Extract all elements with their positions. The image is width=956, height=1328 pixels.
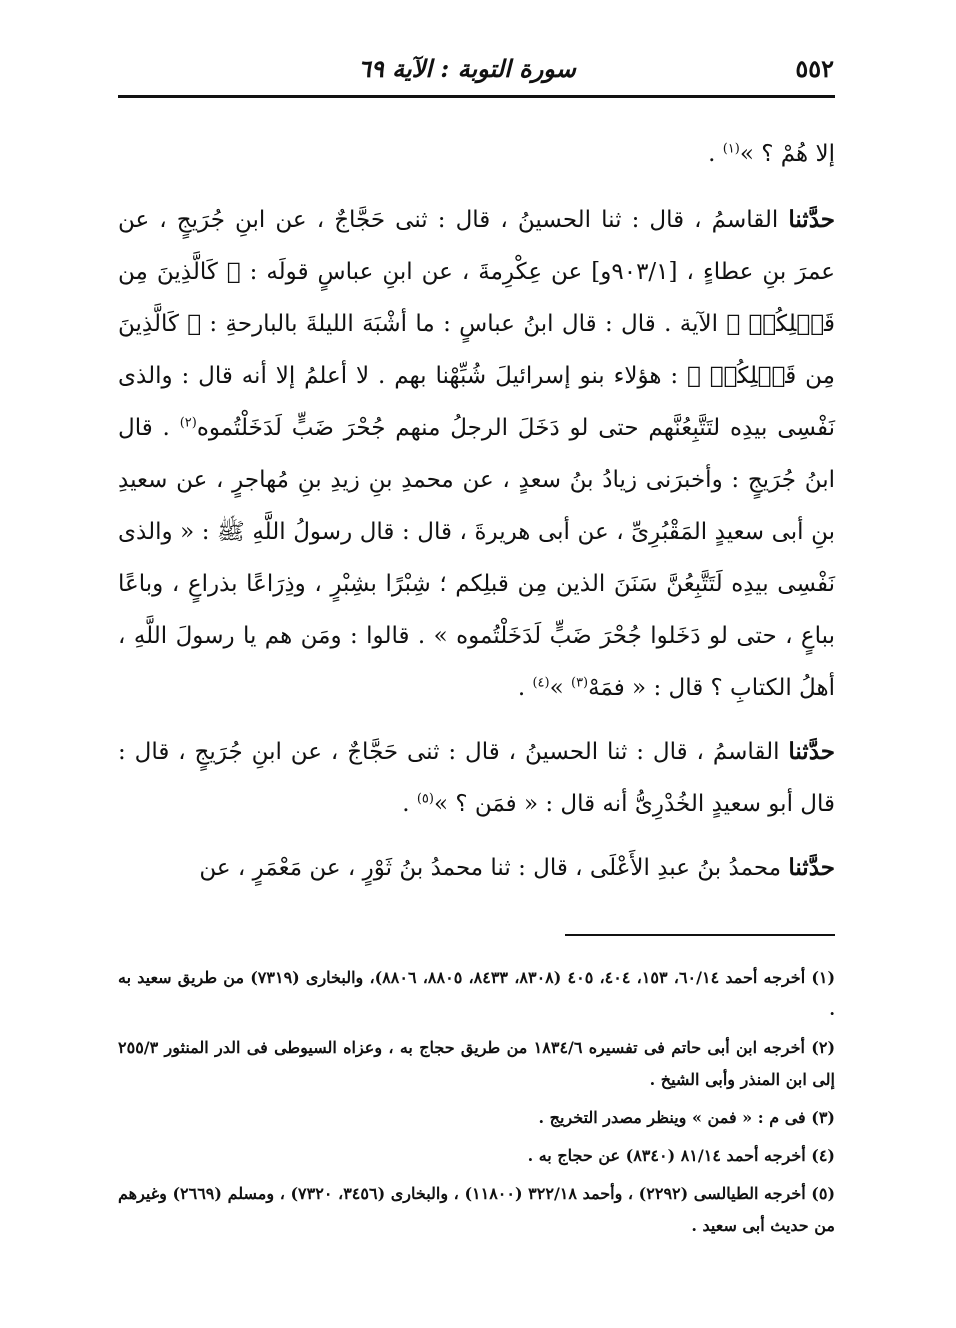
paragraph-continuation [118, 128, 835, 180]
footnote-ref-4[interactable]: (٤) [532, 675, 550, 691]
footnote-3: (٣) فى م : « فمن » وينظر مصدر التخريج . [538, 1108, 835, 1127]
footnote-ref-1[interactable]: (١) [722, 141, 740, 157]
text-run: القاسمُ ، قال : ثنا الحسينُ ، قال : ثنى حَجَّاجٌ ، عن ابنِ جُرَيجٍ ، عن عمرَ بنِ عطاءٍ ، [٩٠٣/١و] عن عِكْرِمةَ ، عن ابنِ عباسٍ قولَه : ﴿ كَالَّذِينَ مِن قَبۡلِكُمۡ ﴾ الآية . قال : قال ابنُ عباسٍ : ما أشْبَهَ الليلةَ بالبارحةِ : ﴿ كَالَّذِينَ مِن قَبۡلِكُمۡ ﴾ : هؤلاء بنو إسرائيلَ شُبِّهْنا بهم . لا أعلمُ إلا أنه قال : والذى نَفْسِى بيدِه لتَتَّبِعُنَّهم حتى لو دَخَلَ الرجلُ منهم جُحْرَ ضَبٍّ لَدَخَلْتُموه [118, 207, 835, 441]
footnote-2: (٢) أخرجه ابن أبى حاتم فى تفسيره ١٨٣٤/٦ من طريق حجاج به ، وعزاه السيوطى فى الدر المنثور ٢٥٥/٣ إلى ابن المنذر وأبى الشيخ . [118, 1038, 836, 1089]
main-text [118, 128, 835, 906]
paragraph-lead: حدَّثنا [788, 854, 835, 881]
paragraph-lead: حدَّثنا [788, 206, 835, 233]
text-run: . قال ابنُ جُرَيجٍ : وأخبرَنى زيادُ بنُ سعدٍ ، عن محمدِ بنِ زيدِ بنِ مُهاجرٍ ، عن سعيدِ بنِ أبى سعيدٍ المَقْبُرِىِّ ، عن أبى هريرةَ ، قال : قال رسولُ اللَّهِ ﷺ : « والذى نَفْسِى بيدِه لَتَتَّبِعُنَّ سَنَنَ الذين مِن قبلِكم ؛ شِبْرًا بشِبْرٍ ، وذِرَاعًا بذراعٍ ، وباعًا بباعٍ ، حتى لو دَخَلوا جُحْرَ ضَبٍّ لَدَخَلْتُموه » . قالوا : ومَن هم يا رسولَ اللَّهِ ، أهلُ الكتابِ ؟ قال : « فمَهْ [118, 415, 835, 701]
page-number: ٥٥٢ [795, 53, 834, 83]
paragraph-lead: حدَّثنا [788, 738, 835, 765]
text-run: إلا هُمْ ؟ » [739, 141, 835, 167]
paragraph-hadith-1 [118, 194, 835, 714]
text-run: محمدُ بنُ عبدِ الأَعْلَى ، قال : ثنا محمدُ بنُ ثَوْرٍ ، عن مَعْمَرٍ ، عن [199, 855, 789, 881]
page-header [118, 48, 834, 88]
running-title: سورة التوبة : الآية ٦٩ [358, 53, 576, 83]
header-rule [118, 95, 835, 98]
text-run: . [517, 675, 533, 701]
footnote-ref-2[interactable]: (٢) [179, 415, 197, 431]
footnote-ref-5[interactable]: (٥) [416, 791, 434, 807]
text-run: » [549, 675, 571, 701]
footnote-ref-3[interactable]: (٣) [570, 675, 589, 691]
text-run: . [402, 791, 417, 817]
footnote-4: (٤) أخرجه أحمد ٨١/١٤ (٨٣٤٠) عن حجاج به . [527, 1146, 835, 1165]
footnote-1: (١) أخرجه أحمد ٦٠/١٤، ١٥٣، ٤٠٤، ٤٠٥ (٨٣٠٨، ٨٤٣٣، ٨٨٠٥، ٨٨٠٦)، والبخارى (٧٣١٩) من طريق سعيد به . [118, 968, 836, 1019]
paragraph-hadith-2 [118, 726, 835, 830]
text-run: القاسمُ ، قال : ثنا الحسينُ ، قال : ثنى حَجَّاجٌ ، عن ابنِ جُرَيجٍ ، قال : قال أبو سعيدٍ الخُدْرِىُّ أنه قال : « فمَن ؟ » [118, 739, 835, 817]
paragraph-hadith-3 [118, 842, 835, 894]
text-run: . [708, 141, 723, 167]
footnote-separator [565, 934, 835, 936]
footnotes [118, 962, 835, 1248]
footnote-5: (٥) أخرجه الطيالسى (٢٢٩٢) ، وأحمد ٣٢٢/١٨ (١١٨٠٠) ، والبخارى (٣٤٥٦، ٧٣٢٠) ، ومسلم (٢٦٦٩) وغيرهم من حديث أبى سعيد . [118, 1184, 836, 1235]
